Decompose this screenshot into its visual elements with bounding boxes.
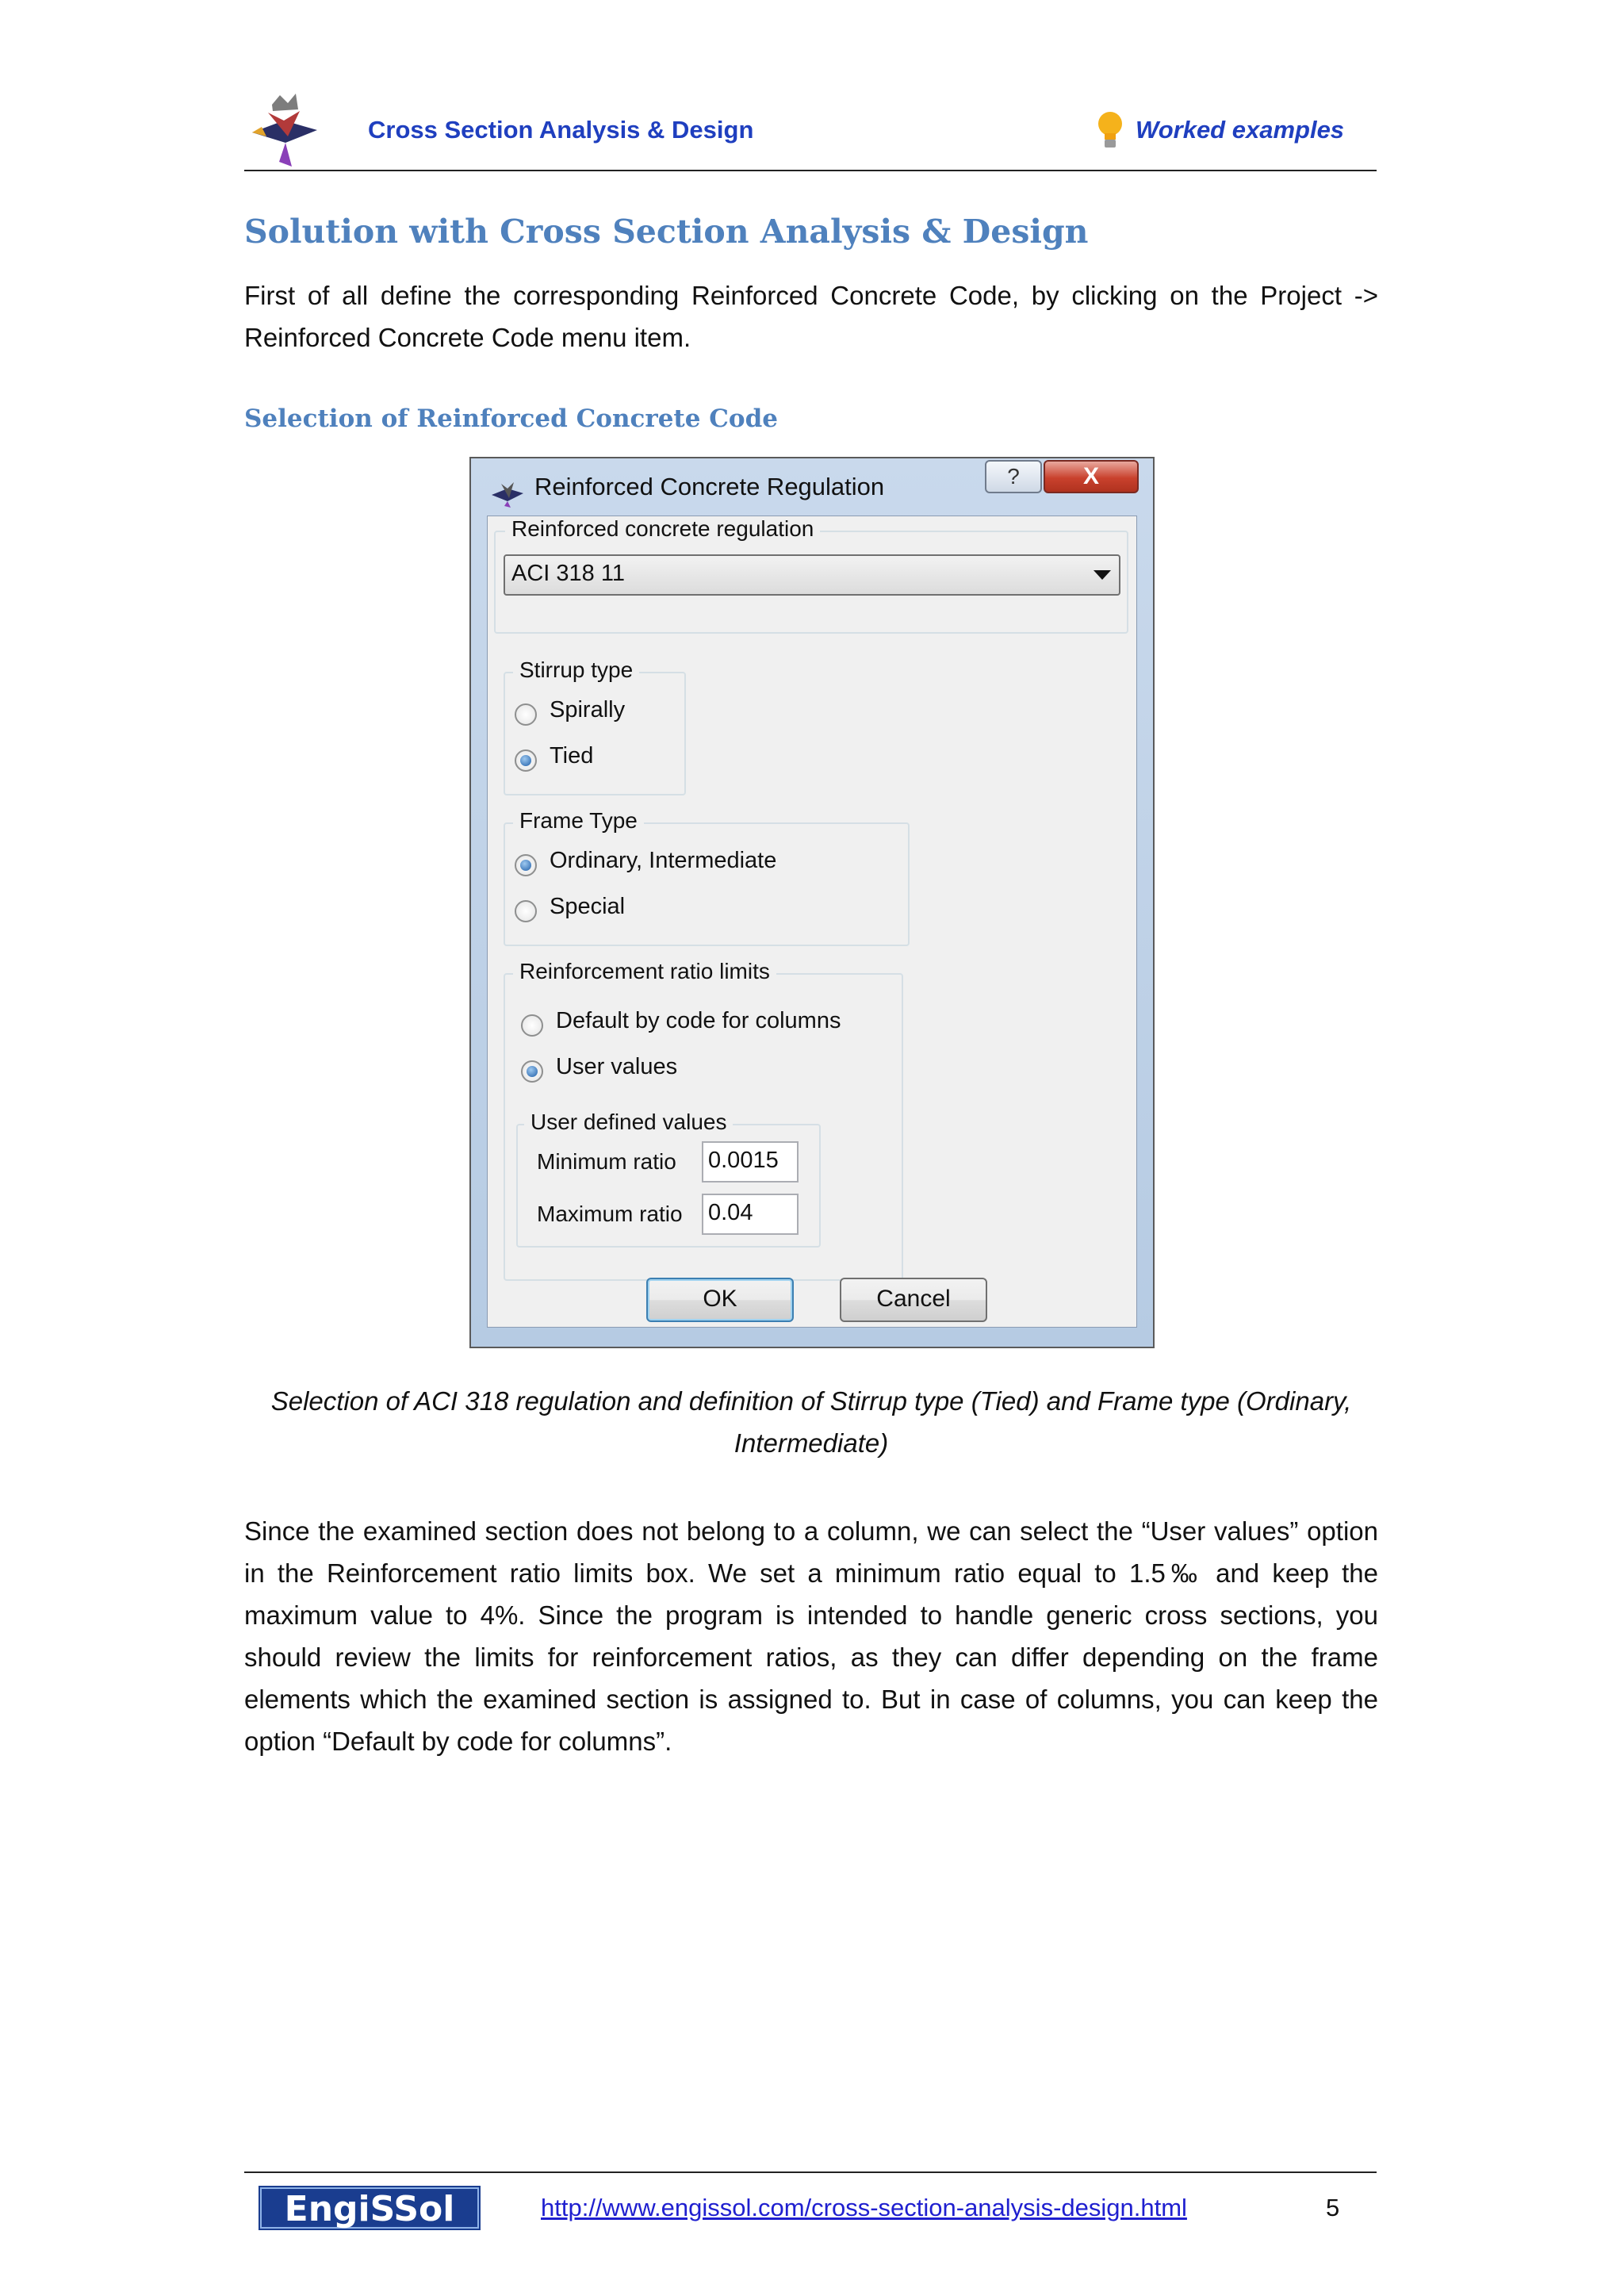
dialog-app-icon [490,476,525,508]
frame-ordinary-radio[interactable] [515,854,537,876]
product-url-link[interactable]: http://www.engissol.com/cross-section-analysis-design.html [541,2194,1187,2221]
ratio-limits-legend: Reinforcement ratio limits [513,959,776,984]
footer-divider [244,2171,1377,2173]
engissol-logo [259,2186,481,2230]
section-heading: Solution with Cross Section Analysis & Design [244,213,1089,251]
lightbulb-icon [1093,109,1128,151]
maximum-ratio-input[interactable]: 0.04 [702,1194,799,1235]
stirrup-legend: Stirrup type [513,657,639,683]
stirrup-tied-label: Tied [550,743,594,769]
regulation-legend: Reinforced concrete regulation [505,516,820,542]
regulation-select-value: ACI 318 11 [511,561,625,586]
frame-special-label: Special [550,894,626,919]
dialog-title: Reinforced Concrete Regulation [534,473,885,500]
ratio-default-label: Default by code for columns [556,1008,841,1033]
stirrup-spirally-label: Spirally [550,697,626,723]
intro-paragraph: First of all define the corresponding Reinforced Concrete Code, by clicking on the Project -> Reinforced Concrete Code menu item. [244,281,1378,352]
regulation-dialog [469,457,1155,1348]
ratio-user-label: User values [556,1054,678,1079]
ok-button[interactable]: OK [646,1278,794,1322]
user-defined-legend: User defined values [524,1110,733,1135]
app-logo-icon [244,89,324,168]
maximum-ratio-label: Maximum ratio [537,1202,683,1226]
ratio-default-radio[interactable] [521,1014,543,1037]
header-divider [244,170,1377,171]
engissol-logo-text: EngiSSol [284,2189,455,2229]
figure-caption: Selection of ACI 318 regulation and definition of Stirrup type (Tied) and Frame type (Ordinary, Intermediate) [270,1386,1352,1458]
regulation-select[interactable] [504,554,1120,596]
ratio-user-radio[interactable] [521,1060,543,1083]
stirrup-tied-radio[interactable] [515,749,537,772]
help-button[interactable]: ? [985,460,1042,493]
header-section-label: Worked examples [1136,116,1345,144]
chevron-down-icon [1094,570,1111,581]
page-number: 5 [1326,2194,1340,2221]
minimum-ratio-label: Minimum ratio [537,1149,676,1174]
close-button[interactable]: X [1044,460,1139,493]
dialog-body [487,516,1137,1328]
minimum-ratio-input[interactable]: 0.0015 [702,1141,799,1182]
header-title: Cross Section Analysis & Design [368,116,754,144]
stirrup-spirally-radio[interactable] [515,703,537,726]
frame-type-group [504,822,910,946]
stirrup-group [504,672,686,795]
subsection-heading: Selection of Reinforced Concrete Code [244,404,779,433]
explanation-paragraph: Since the examined section does not belong to a column, we can select the “User values” option in the Reinforcement ratio limits box. We set a minimum ratio equal to 1.5‰ and keep the maximum value to 4%. Since the program is intended to handle generic cross sections, you should review the limits for reinforcement ratios, as they can differ depending on the frame elements which the examined section is assigned to. But in case of columns, you can keep the option “Default by code for columns”. [244,1516,1378,1756]
frame-ordinary-label: Ordinary, Intermediate [550,848,777,873]
cancel-button[interactable]: Cancel [840,1278,987,1322]
frame-special-radio[interactable] [515,900,537,922]
frame-type-legend: Frame Type [513,808,644,834]
